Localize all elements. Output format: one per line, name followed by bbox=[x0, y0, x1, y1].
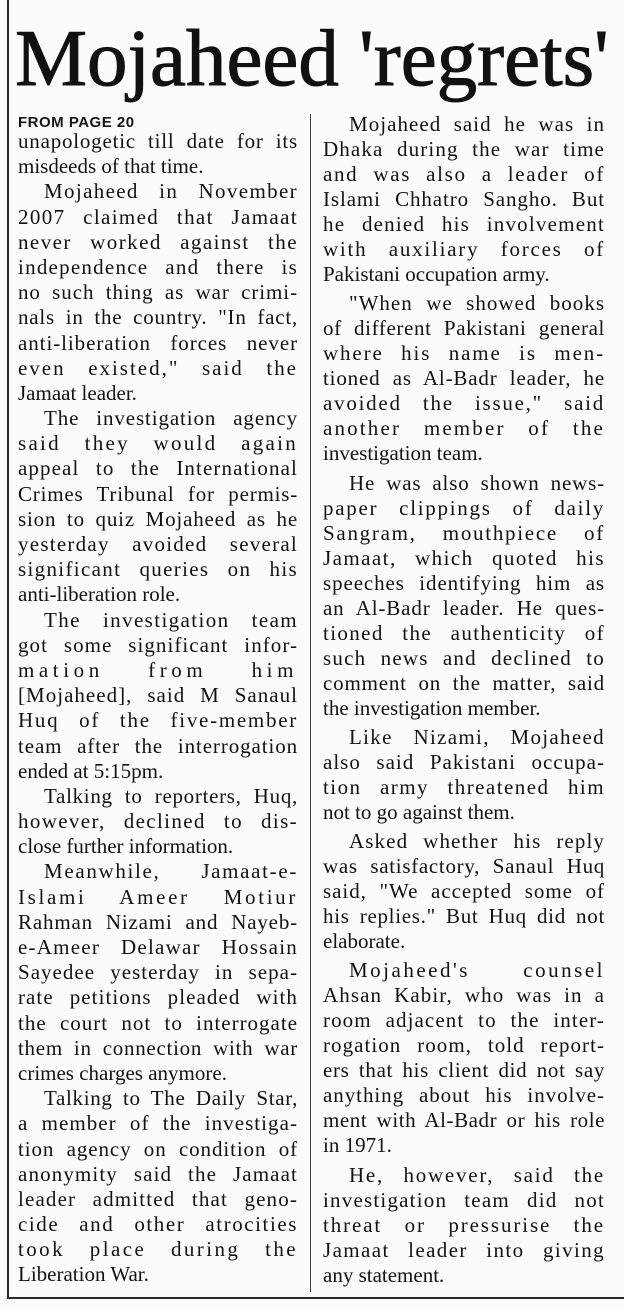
text-line: of different Pakistani general bbox=[323, 316, 605, 341]
text-line: Like Nizami, Mojaheed bbox=[349, 724, 605, 749]
text-line: and was also a leader of bbox=[323, 162, 605, 186]
text-line: unapologetic till date for its bbox=[18, 129, 298, 153]
text-line: room adjacent to the inter- bbox=[323, 1008, 605, 1033]
text-line: the investigation member. bbox=[323, 695, 541, 720]
paragraph bbox=[18, 608, 298, 784]
text-line: Islami Chhatro Sangho. But bbox=[323, 187, 605, 211]
text-line: he denied his involvement bbox=[323, 212, 605, 236]
column-divider bbox=[310, 114, 311, 1292]
text-line: elaborate. bbox=[323, 929, 406, 954]
text-line: Jamaat, which quoted his bbox=[323, 545, 605, 570]
text-line: also said Pakistani occupa- bbox=[323, 749, 605, 774]
paragraph bbox=[323, 829, 605, 954]
paragraph bbox=[18, 859, 298, 1086]
text-line: another member of the bbox=[323, 416, 605, 441]
text-line: rate petitions pleaded with bbox=[18, 985, 298, 1010]
text-line: avoided the issue," said bbox=[323, 391, 605, 416]
text-line: Talking to The Daily Star, bbox=[44, 1086, 298, 1111]
paragraph bbox=[18, 1086, 298, 1288]
text-line: Mojaheed's counsel bbox=[349, 958, 605, 983]
text-line: misdeeds of that time. bbox=[18, 154, 204, 179]
right-column bbox=[323, 112, 605, 1288]
text-line: where his name is men- bbox=[323, 341, 605, 366]
text-line: Rahman Nizami and Nayeb- bbox=[18, 909, 298, 934]
text-line: Mojaheed said he was in bbox=[349, 112, 605, 136]
text-line: Jamaat leader. bbox=[18, 380, 137, 405]
text-line: Talking to reporters, Huq, bbox=[44, 783, 298, 808]
jump-label: FROM PAGE 20 bbox=[18, 114, 135, 131]
text-line: with auxiliary forces of bbox=[323, 237, 605, 261]
text-line: Huq of the five-member bbox=[18, 708, 298, 733]
text-line: any statement. bbox=[323, 1262, 445, 1287]
text-line: investigation team. bbox=[323, 441, 483, 466]
text-line: Sayedee yesterday in sepa- bbox=[18, 960, 298, 985]
text-line: threat or pressurise the bbox=[323, 1212, 605, 1237]
text-line: anything about his involve- bbox=[323, 1083, 605, 1108]
text-line: the court not to interrogate bbox=[18, 1010, 298, 1035]
text-line: anti-liberation forces never bbox=[18, 330, 298, 355]
text-line: Ahsan Kabir, who was in a bbox=[323, 983, 605, 1008]
text-line: in 1971. bbox=[323, 1133, 392, 1158]
text-line: sion to quiz Mojaheed as he bbox=[18, 506, 298, 531]
text-line: tioned as Al-Badr leader, he bbox=[323, 366, 605, 391]
headline: Mojaheed 'regrets' bbox=[15, 13, 609, 103]
text-line: anonymity said the Jamaat bbox=[18, 1161, 298, 1186]
text-line: nals in the country. "In fact, bbox=[18, 305, 298, 330]
text-line: however, declined to dis- bbox=[18, 809, 298, 834]
text-line: paper clippings of daily bbox=[323, 495, 605, 520]
text-line: comment on the matter, said bbox=[323, 670, 605, 695]
text-line: an Al-Badr leader. He ques- bbox=[323, 595, 605, 620]
text-line: Sangram, mouthpiece of bbox=[323, 520, 605, 545]
text-line: no such thing as war crimi- bbox=[18, 280, 298, 305]
paragraph bbox=[18, 179, 298, 406]
text-line: Asked whether his reply bbox=[349, 829, 605, 854]
text-line: Islami Ameer Motiur bbox=[18, 884, 298, 909]
text-line: close further information. bbox=[18, 834, 234, 859]
text-line: got some significant infor- bbox=[18, 632, 298, 657]
left-column bbox=[18, 129, 298, 1288]
text-line: Jamaat leader into giving bbox=[323, 1237, 605, 1262]
text-line: [Mojaheed], said M Sanaul bbox=[18, 683, 298, 708]
paragraph bbox=[323, 291, 605, 466]
text-line: He was also shown news- bbox=[349, 470, 605, 495]
text-line: Mojaheed in November bbox=[44, 179, 298, 204]
text-line: significant queries on his bbox=[18, 557, 298, 582]
text-line: crimes charges anymore. bbox=[18, 1060, 227, 1085]
text-line: them in connection with war bbox=[18, 1035, 298, 1060]
left-border-rule bbox=[7, 0, 9, 1299]
text-line: even existed," said the bbox=[18, 355, 298, 380]
text-line: ers that his client did not say bbox=[323, 1058, 605, 1083]
text-line: team after the interrogation bbox=[18, 733, 298, 758]
text-line: his replies." But Huq did not bbox=[323, 904, 605, 929]
text-line: ended at 5:15pm. bbox=[18, 758, 164, 783]
text-line: e-Ameer Delawar Hossain bbox=[18, 935, 298, 959]
text-line: Pakistani occupation army. bbox=[323, 262, 550, 286]
text-line: He, however, said the bbox=[349, 1162, 605, 1187]
text-line: speeches identifying him as bbox=[323, 570, 605, 595]
text-line: rogation room, told report- bbox=[323, 1033, 605, 1058]
text-line: Liberation War. bbox=[18, 1262, 149, 1287]
paragraph bbox=[323, 471, 605, 721]
text-line: Meanwhile, Jamaat-e- bbox=[44, 859, 298, 884]
text-line: never worked against the bbox=[18, 229, 298, 254]
text-line: said they would again bbox=[18, 431, 298, 456]
paragraph bbox=[323, 725, 605, 825]
text-line: tioned the authenticity of bbox=[323, 620, 605, 645]
text-line: such news and declined to bbox=[323, 645, 605, 670]
text-line: ment with Al-Badr or his role bbox=[323, 1108, 605, 1133]
paragraph bbox=[18, 406, 298, 608]
text-line: investigation team did not bbox=[323, 1187, 605, 1212]
bottom-rule bbox=[7, 1297, 624, 1299]
text-line: cide and other atrocities bbox=[18, 1212, 298, 1237]
text-line: tion agency on condition of bbox=[18, 1136, 298, 1161]
paragraph bbox=[18, 129, 298, 179]
text-line: independence and there is bbox=[18, 254, 298, 279]
text-line: mation from him bbox=[18, 657, 298, 682]
paragraph bbox=[18, 784, 298, 860]
text-line: anti-liberation role. bbox=[18, 582, 181, 607]
paragraph bbox=[323, 112, 605, 287]
paragraph bbox=[323, 1163, 605, 1288]
text-line: was satisfactory, Sanaul Huq bbox=[323, 854, 605, 879]
text-line: The investigation team bbox=[44, 607, 298, 632]
text-line: yesterday avoided several bbox=[18, 532, 298, 556]
text-line: said, "We accepted some of bbox=[323, 879, 605, 904]
paragraph bbox=[323, 958, 605, 1158]
text-line: 2007 claimed that Jamaat bbox=[18, 204, 298, 229]
text-line: Dhaka during the war time bbox=[323, 137, 605, 161]
text-line: "When we showed books bbox=[349, 291, 605, 316]
text-line: leader admitted that geno- bbox=[18, 1186, 298, 1211]
text-line: tion army threatened him bbox=[323, 774, 605, 799]
text-line: took place during the bbox=[18, 1237, 298, 1262]
text-line: appeal to the International bbox=[18, 456, 298, 481]
text-line: Crimes Tribunal for permis- bbox=[18, 481, 298, 506]
text-line: The investigation agency bbox=[44, 406, 298, 431]
text-line: a member of the investiga- bbox=[18, 1111, 298, 1136]
text-line: not to go against them. bbox=[323, 799, 515, 824]
